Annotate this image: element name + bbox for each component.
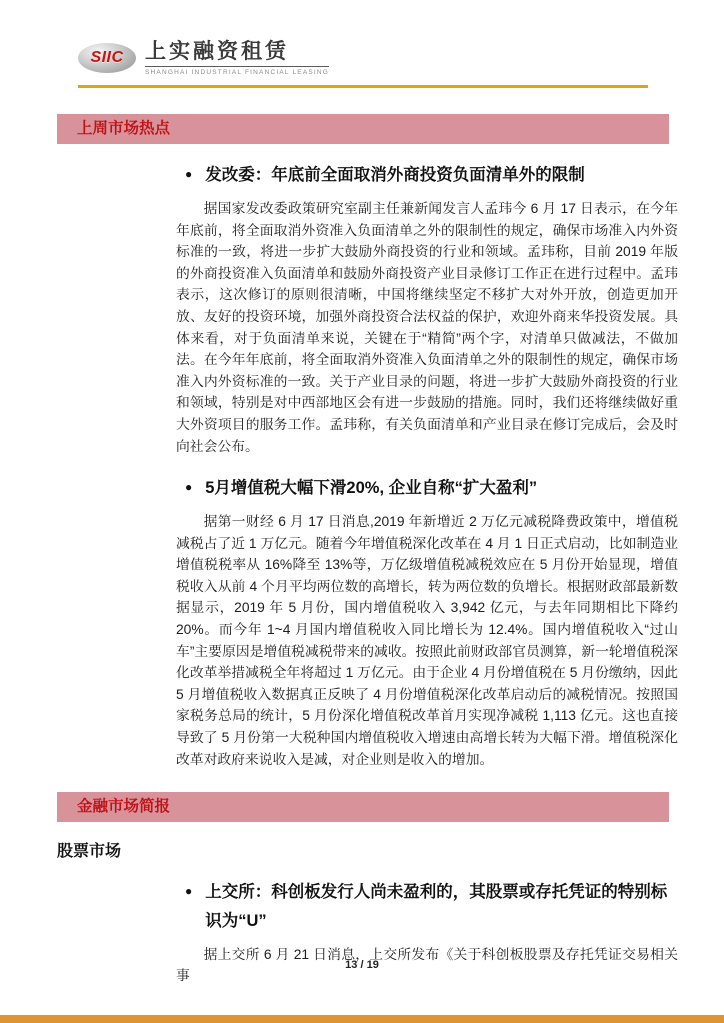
bullet-icon: ●	[185, 167, 193, 182]
siic-logo-icon	[78, 43, 136, 73]
news-item	[176, 474, 678, 770]
news-body: 据第一财经 6 月 17 日消息,2019 年新增近 2 万亿元减税降费政策中，增值税减税占了近 1 万亿元。随着今年增值税深化改革在 4 月 1 日正式启动，比如制造业增值税税率从 16%降至 13%等，万亿级增值税减税效应在 5 月份开始显现，增值税收入从前 4 个月平均两位数的高增长，转为两位数的负增长。根据财政部最新数据显示，2019 年 5 月份，国内增值税收入 3,942 亿元，与去年同期相比下降约 20%。而今年 1~4 月国内增值税收入同比增长为 12.4%。国内增值税收入“过山车”主要原因是增值税减税带来的减收。按照此前财政部官员测算，新一轮增值税深化改革举措减税全年将超过 1 万亿元。由于企业 4 月份增值税在 5 月份缴纳，因此 5 月增值税收入数据真正反映了 4 月份增值税深化改革启动后的减税情况。按照国家税务总局的统计，5 月份深化增值税改革首月实现净减税 1,113 亿元。这也直接导致了 5 月份第一大税种国内增值税收入增速由高增长转为大幅下滑。增值税深化改革对政府来说收入是减，对企业则是收入的增加。	[176, 513, 678, 767]
news-item	[176, 161, 678, 457]
section-financial-brief	[0, 792, 724, 987]
market-hotspots-content	[176, 161, 678, 770]
banner-financial-brief	[57, 792, 669, 822]
news-title	[176, 474, 678, 503]
bullet-icon: ●	[185, 480, 193, 495]
bullet-icon: ●	[185, 884, 193, 899]
news-title-text: 发改委：年底前全面取消外商投资负面清单外的限制	[205, 166, 585, 185]
logo-name-cn: 上实融资租赁	[145, 40, 329, 67]
logo-names	[145, 40, 329, 76]
news-title-text: 5月增值税大幅下滑20%, 企业自称“扩大盈利”	[205, 479, 538, 498]
banner-title: 上周市场热点	[77, 120, 171, 138]
subsection-stock-market: 股票市场	[57, 843, 122, 861]
news-title-text: 上交所：科创板发行人尚未盈利的，其股票或存托凭证的特别标识为“U”	[205, 883, 668, 930]
news-body: 据国家发改委政策研究室副主任兼新闻发言人孟玮今 6 月 17 日表示，在今年年底前，将全面取消外资准入负面清单之外的限制性的规定，确保市场准入内外资标准的一致，将进一步扩大鼓励外商投资的行业和领域。孟玮称，目前 2019 年版的外商投资准入负面清单和鼓励外商投资产业目录修订工作正在进行过程中。孟玮表示，这次修订的原则很清晰，中国将继续坚定不移扩大对外开放，创造更加开放、友好的投资环境，加强外商投资合法权益的保护，欢迎外商来华投资发展。具体来看，对于负面清单来说，关键在于“精简”两个字，对清单只做减法，不做加法。在今年年底前，将全面取消外资准入负面清单之外的限制性的规定，确保市场准入内外资标准的一致。关于产业目录的问题，将进一步扩大鼓励外商投资的行业和领域，特别是对中西部地区会有进一步鼓励的措施。同时，我们还将继续做好重大外资项目的服务工作。孟玮称，有关负面清单和产业目录在修订完成后，会及时向社会公布。	[176, 200, 678, 454]
company-logo	[78, 40, 724, 76]
banner-market-hotspots	[57, 114, 669, 144]
logo-abbr: SIIC	[90, 49, 124, 66]
page-number: 13 / 19	[345, 959, 379, 971]
section-market-hotspots	[0, 114, 724, 770]
header-rule	[78, 85, 648, 88]
header	[0, 0, 724, 88]
news-title	[176, 161, 678, 190]
logo-name-en: SHANGHAI INDUSTRIAL FINANCIAL LEASING	[145, 69, 330, 77]
footer-rule	[0, 1015, 724, 1023]
banner-title: 金融市场简报	[77, 798, 171, 816]
news-body: 据上交所 6 月 21 日消息，上交所发布《关于科创板股票及存托凭证交易相关事	[176, 946, 678, 984]
news-title	[176, 878, 678, 936]
